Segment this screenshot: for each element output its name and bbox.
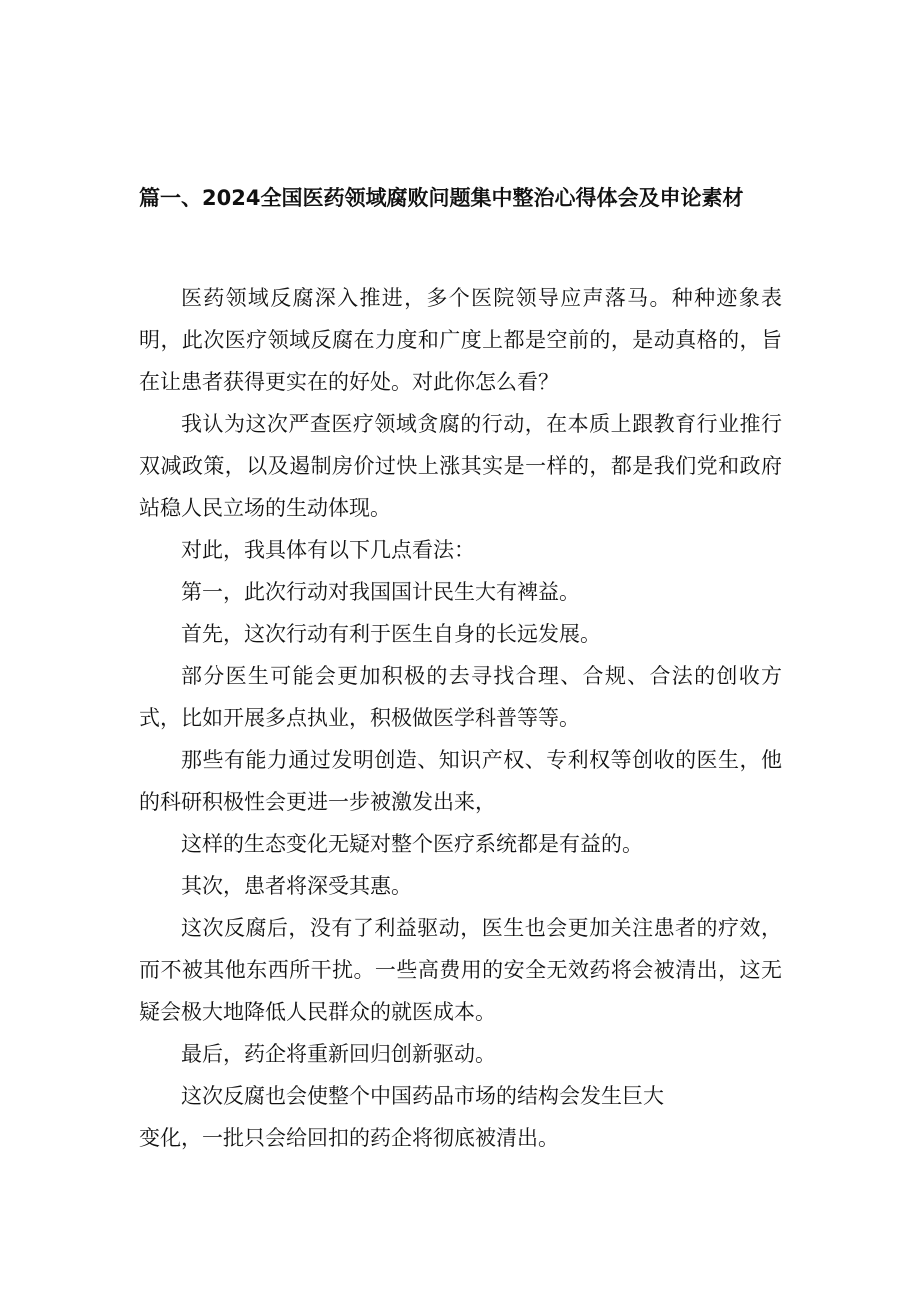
paragraph: 那些有能力通过发明创造、知识产权、专利权等创收的医生，他的科研积极性会更进一步被激发出来， bbox=[139, 748, 782, 814]
paragraph: 我认为这次严查医疗领域贪腐的行动，在本质上跟教育行业推行双减政策，以及遏制房价过快上涨其实是一样的，都是我们党和政府站稳人民立场的生动体现。 bbox=[139, 412, 782, 520]
paragraph: 对此，我具体有以下几点看法： bbox=[181, 538, 475, 562]
document-body bbox=[139, 277, 782, 1159]
paragraph: 首先，这次行动有利于医生自身的长远发展。 bbox=[181, 622, 601, 646]
paragraph-continuation: 变化，一批只会给回扣的药企将彻底被清出。 bbox=[139, 1126, 559, 1150]
paragraph: 这次反腐后，没有了利益驱动，医生也会更加关注患者的疗效，而不被其他东西所干扰。一些高费用的安全无效药将会被清出，这无疑会极大地降低人民群众的就医成本。 bbox=[139, 916, 782, 1024]
paragraph: 第一，此次行动对我国国计民生大有裨益。 bbox=[181, 580, 580, 604]
paragraph: 医药领域反腐深入推进，多个医院领导应声落马。种种迹象表明，此次医疗领域反腐在力度和广度上都是空前的，是动真格的，旨在让患者获得更实在的好处。对此你怎么看？ bbox=[139, 286, 782, 394]
paragraph: 最后，药企将重新回归创新驱动。 bbox=[181, 1042, 496, 1066]
paragraph: 这样的生态变化无疑对整个医疗系统都是有益的。 bbox=[181, 832, 643, 856]
paragraph: 其次，患者将深受其惠。 bbox=[181, 874, 412, 898]
paragraph: 部分医生可能会更加积极的去寻找合理、合规、合法的创收方式，比如开展多点执业，积极做医学科普等等。 bbox=[139, 664, 782, 730]
paragraph: 这次反腐也会使整个中国药品市场的结构会发生巨大 bbox=[181, 1084, 664, 1108]
document-title: 篇一、2024全国医药领域腐败问题集中整治心得体会及申论素材 bbox=[139, 186, 744, 210]
